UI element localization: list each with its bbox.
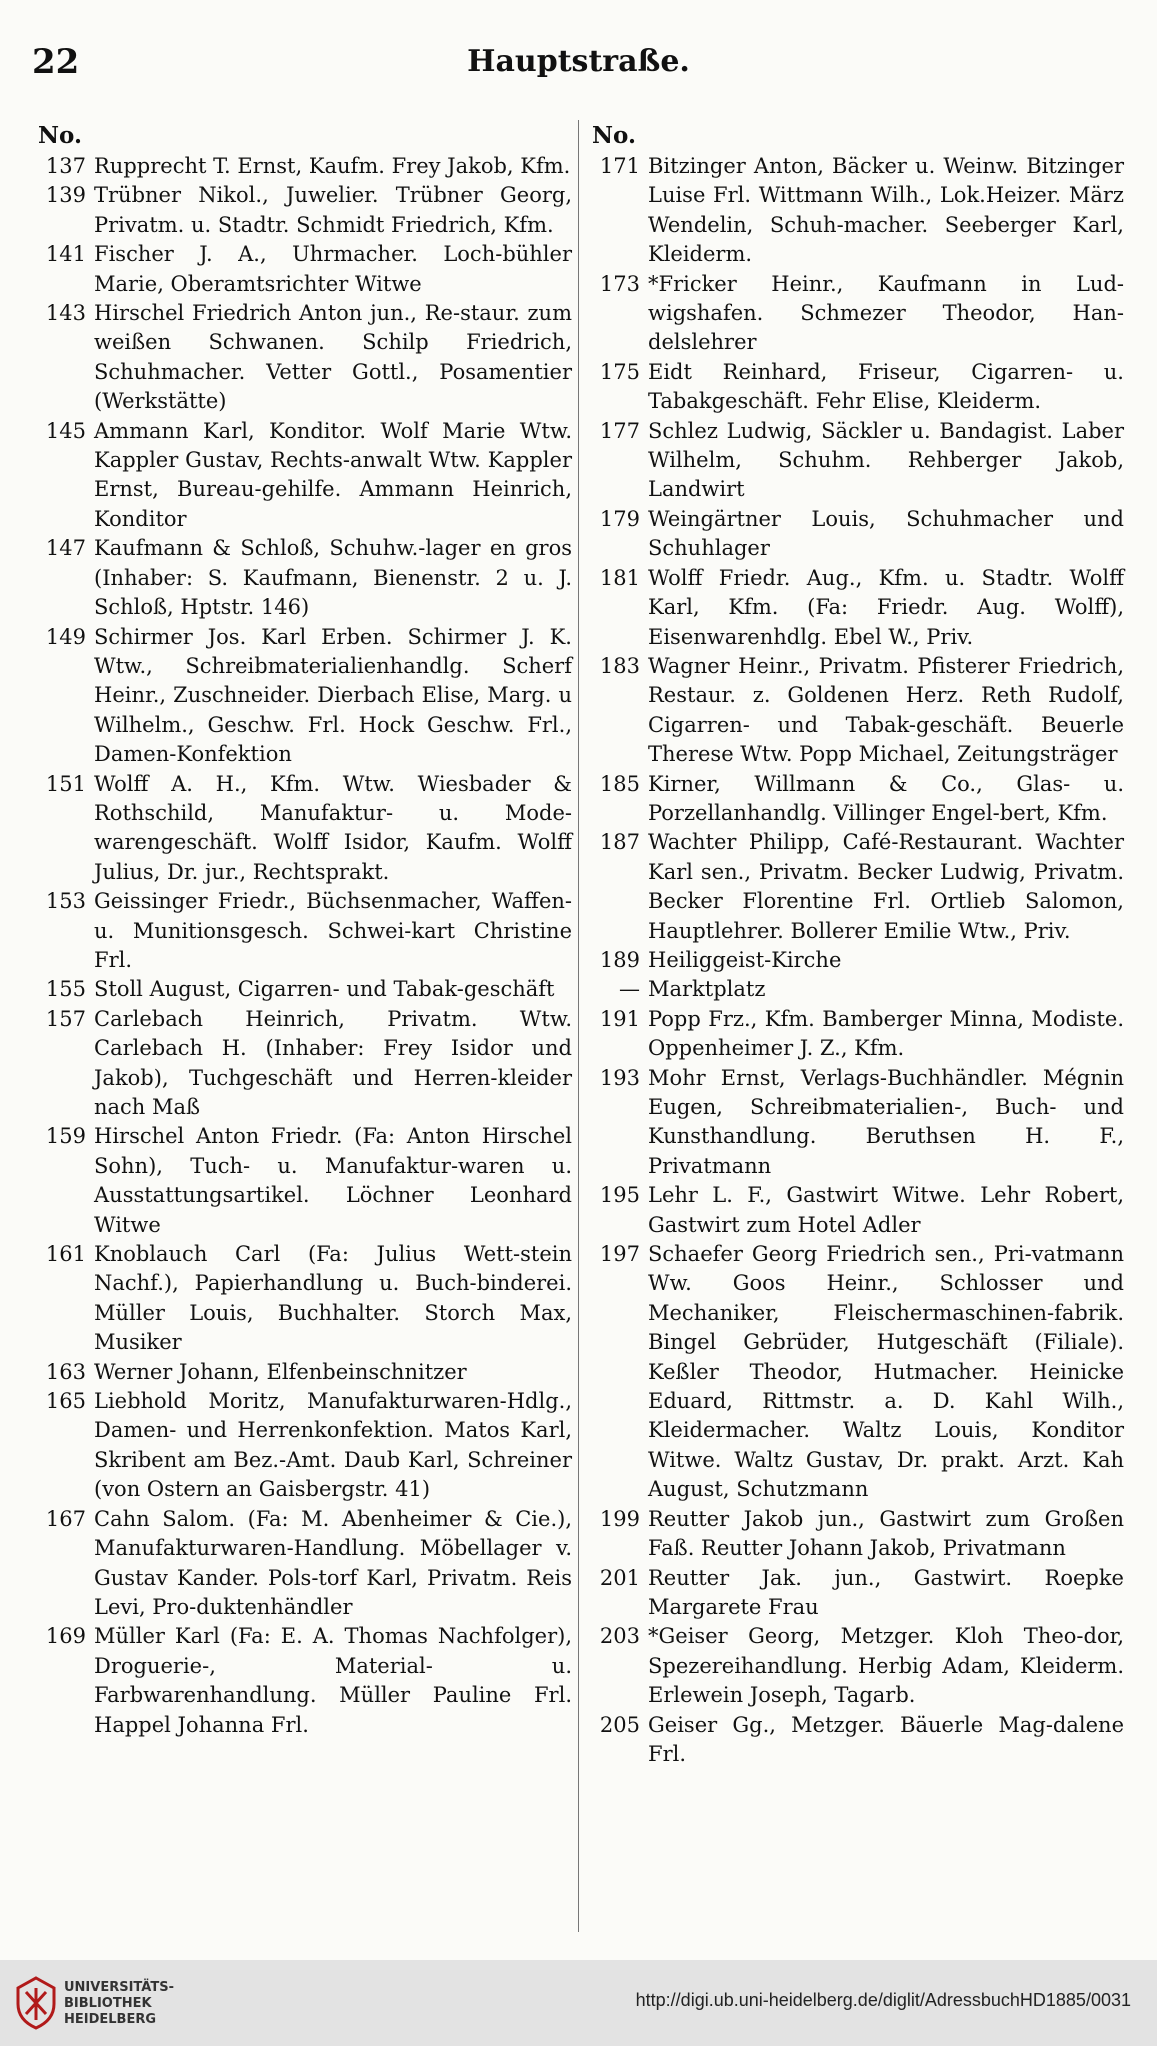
page-header — [0, 38, 1157, 98]
house-number: 143 — [45, 301, 86, 326]
resident-text: Werner Johann, Elfenbeinschnitzer — [94, 1359, 467, 1384]
directory-entry — [586, 1711, 1124, 1770]
house-number: 157 — [45, 1006, 86, 1031]
resident-text: Ammann Karl, Konditor. Wolf Marie Wtw. Kappler Gustav, Rechts-anwalt Wtw. Kappler Ernst, Bureau-gehilfe. Ammann Heinrich, Konditor — [94, 418, 572, 531]
directory-entry — [32, 240, 572, 299]
directory-entry — [586, 152, 1124, 270]
directory-entry — [32, 623, 572, 770]
house-number: 147 — [45, 536, 86, 561]
house-number: 203 — [599, 1624, 640, 1649]
directory-entry — [32, 417, 572, 535]
house-number: 173 — [599, 271, 640, 296]
directory-entry — [32, 152, 572, 181]
resident-text: Marktplatz — [648, 977, 766, 1002]
house-number: 193 — [599, 1065, 640, 1090]
university-library-logo-icon — [14, 1974, 58, 2030]
directory-entry — [586, 270, 1124, 358]
house-number: 189 — [599, 947, 640, 972]
house-number: 185 — [599, 771, 640, 796]
directory-entry — [586, 1064, 1124, 1182]
right-column-heading: No. — [592, 122, 636, 149]
house-number: 177 — [599, 418, 640, 443]
resident-text: Reutter Jakob jun., Gastwirt zum Großen Faß. Reutter Johann Jakob, Privatmann — [648, 1506, 1124, 1561]
directory-entry — [32, 181, 572, 240]
directory-entry — [586, 1505, 1124, 1564]
house-number: 167 — [45, 1506, 86, 1531]
house-number: 171 — [599, 154, 640, 178]
resident-text: Geissinger Friedr., Büchsenmacher, Waffen- u. Munitionsgesch. Schwei-kart Christine Frl. — [94, 889, 572, 972]
directory-entry — [32, 887, 572, 975]
house-number: 181 — [599, 565, 640, 590]
resident-text: Cahn Salom. (Fa: M. Abenheimer & Cie.), Manufakturwaren-Handlung. Möbellager v. Gustav Kander. Pols-torf Karl, Privatm. Reis Levi, Pro-duktenhändler — [94, 1506, 572, 1619]
directory-entry — [586, 975, 1124, 1004]
resident-text: Liebhold Moritz, Manufakturwaren-Hdlg., Damen- und Herrenkonfektion. Matos Karl, Skribent am Bez.-Amt. Daub Karl, Schreiner (von Ostern an Gaisbergstr. 41) — [94, 1389, 572, 1502]
house-number: 159 — [45, 1124, 86, 1149]
resident-text: Wolff Friedr. Aug., Kfm. u. Stadtr. Wolff Karl, Kfm. (Fa: Friedr. Aug. Wolff), Eisenwarenhdlg. Ebel W., Priv. — [648, 565, 1124, 649]
page-number: 22 — [32, 42, 80, 82]
directory-entry — [586, 1005, 1124, 1064]
directory-entry — [32, 1358, 572, 1387]
directory-entry — [586, 564, 1124, 652]
left-column — [32, 122, 572, 1740]
house-number: 175 — [599, 359, 640, 384]
library-name-line: BIBLIOTHEK — [64, 1996, 152, 2011]
resident-text: Trübner Nikol., Juwelier. Trübner Georg, Privatm. u. Stadtr. Schmidt Friedrich, Kfm. — [94, 183, 572, 237]
directory-entry — [586, 652, 1124, 770]
house-number: 191 — [599, 1006, 640, 1031]
directory-entry — [586, 1240, 1124, 1505]
house-number: 197 — [599, 1242, 640, 1267]
resident-text: Reutter Jak. jun., Gastwirt. Roepke Margarete Frau — [648, 1565, 1124, 1619]
house-number: 151 — [45, 771, 86, 796]
resident-text: Hirschel Friedrich Anton jun., Re-staur. zum weißen Schwanen. Schilp Friedrich, Schuhmacher. Vetter Gottl., Posamentier (Werkstätte) — [94, 301, 572, 414]
resident-text: Lehr L. F., Gastwirt Witwe. Lehr Robert, Gastwirt zum Hotel Adler — [648, 1183, 1124, 1237]
house-number: 141 — [45, 242, 86, 267]
directory-entry — [32, 1505, 572, 1623]
resident-text: *Fricker Heinr., Kaufmann in Lud-wigshafen. Schmezer Theodor, Han-delslehrer — [648, 271, 1124, 355]
directory-entry — [586, 1564, 1124, 1623]
resident-text: Wachter Philipp, Café-Restaurant. Wachter Karl sen., Privatm. Becker Ludwig, Privatm. Becker Florentine Frl. Ortlieb Salomon, Hauptlehrer. Bollerer Emilie Wtw., Priv. — [648, 830, 1124, 943]
resident-text: Kaufmann & Schloß, Schuhw.-lager en gros (Inhaber: S. Kaufmann, Bienenstr. 2 u. J. Schloß, Hptstr. 146) — [94, 536, 572, 620]
directory-entry — [586, 770, 1124, 829]
house-number: 137 — [45, 154, 86, 178]
library-name-line: HEIDELBERG — [64, 2012, 157, 2027]
page-title: Hauptstraße. — [467, 44, 690, 79]
directory-entry — [32, 1240, 572, 1358]
house-number: 161 — [45, 1242, 86, 1267]
resident-text: Wolff A. H., Kfm. Wtw. Wiesbader & Rothschild, Manufaktur- u. Mode-warengeschäft. Wolff Isidor, Kaufm. Wolff Julius, Dr. jur., Rechtsprakt. — [94, 771, 572, 884]
house-number: 149 — [45, 624, 86, 649]
resident-text: Stoll August, Cigarren- und Tabak-geschäft — [94, 977, 555, 1002]
resident-text: Knoblauch Carl (Fa: Julius Wett-stein Nachf.), Papierhandlung u. Buch-binderei. Müller Louis, Buchhalter. Storch Max, Musiker — [94, 1242, 572, 1355]
resident-text: Schirmer Jos. Karl Erben. Schirmer J. K. Wtw., Schreibmaterialienhandlg. Scherf Heinr., Zuschneider. Dierbach Elise, Marg. u Wilhelm., Geschw. Frl. Hock Geschw. Frl., Damen-Konfektion — [94, 624, 572, 767]
resident-text: Carlebach Heinrich, Privatm. Wtw. Carlebach H. (Inhaber: Frey Isidor und Jakob), Tuchgeschäft und Herren-kleider nach Maß — [94, 1006, 572, 1119]
resident-text: Hirschel Anton Friedr. (Fa: Anton Hirschel Sohn), Tuch- u. Manufaktur-waren u. Ausstattungsartikel. Löchner Leonhard Witwe — [94, 1124, 572, 1237]
house-number: 183 — [599, 653, 640, 678]
house-number: 169 — [45, 1624, 86, 1649]
resident-text: Eidt Reinhard, Friseur, Cigarren- u. Tabakgeschäft. Fehr Elise, Kleiderm. — [648, 359, 1124, 414]
house-number: 187 — [599, 830, 640, 855]
directory-entry — [32, 534, 572, 622]
house-number: 153 — [45, 889, 86, 914]
resident-text: Fischer J. A., Uhrmacher. Loch-bühler Marie, Oberamtsrichter Witwe — [94, 242, 572, 296]
directory-entry — [32, 1122, 572, 1240]
column-divider — [578, 120, 579, 1932]
right-column — [586, 122, 1124, 1769]
resident-text: Schlez Ludwig, Säckler u. Bandagist. Laber Wilhelm, Schuhm. Rehberger Jakob, Landwirt — [648, 418, 1124, 502]
directory-entry — [586, 1181, 1124, 1240]
left-column-heading: No. — [38, 122, 82, 149]
house-number: 139 — [45, 183, 86, 208]
house-number: 205 — [599, 1712, 640, 1737]
directory-entry — [586, 505, 1124, 564]
resident-text: Rupprecht T. Ernst, Kaufm. Frey Jakob, Kfm. — [94, 154, 571, 178]
resident-text: Popp Frz., Kfm. Bamberger Minna, Modiste. Oppenheimer J. Z., Kfm. — [648, 1006, 1124, 1061]
house-number: 155 — [45, 977, 86, 1002]
resident-text: Heiliggeist-Kirche — [648, 947, 842, 972]
house-number: 145 — [45, 418, 86, 443]
resident-text: Kirner, Willmann & Co., Glas- u. Porzellanhandlg. Villinger Engel-bert, Kfm. — [648, 771, 1124, 825]
directory-entry — [32, 1387, 572, 1505]
house-number: 163 — [45, 1359, 86, 1384]
resident-text: *Geiser Georg, Metzger. Kloh Theo-dor, Spezereihandlung. Herbig Adam, Kleiderm. Erlewein Joseph, Tagarb. — [648, 1624, 1124, 1708]
permalink-url[interactable]: http://digi.ub.uni-heidelberg.de/diglit/AdressbuchHD1885/0031 — [635, 1990, 1131, 2010]
resident-text: Schaefer Georg Friedrich sen., Pri-vatmann Ww. Goos Heinr., Schlosser und Mechaniker, Fleischermaschinen-fabrik. Bingel Gebrüder, Hutgeschäft (Filiale). Keßler Theodor, Hutmacher. Heinicke Eduard, Rittmstr. a. D. Kahl Wilh., Kleidermacher. Waltz Louis, Konditor Witwe. Waltz Gustav, Dr. prakt. Arzt. Kah August, Schutzmann — [648, 1242, 1124, 1502]
directory-entry — [586, 417, 1124, 505]
house-number: 195 — [599, 1183, 640, 1208]
house-number: 199 — [599, 1506, 640, 1531]
directory-entry — [586, 946, 1124, 975]
viewer-footer — [0, 1960, 1157, 2046]
directory-entry — [32, 1005, 572, 1123]
resident-text: Bitzinger Anton, Bäcker u. Weinw. Bitzinger Luise Frl. Wittmann Wilh., Lok.Heizer. März Wendelin, Schuh-macher. Seeberger Karl, Kleiderm. — [648, 154, 1124, 267]
directory-entry — [32, 1622, 572, 1740]
directory-entry — [586, 828, 1124, 946]
library-name-line: UNIVERSITÄTS- — [64, 1980, 174, 1995]
directory-entry — [586, 1622, 1124, 1710]
resident-text: Geiser Gg., Metzger. Bäuerle Mag-dalene Frl. — [648, 1712, 1124, 1766]
directory-entry — [32, 299, 572, 417]
resident-text: Wagner Heinr., Privatm. Pfisterer Friedrich, Restaur. z. Goldenen Herz. Reth Rudolf, Cigarren- und Tabak-geschäft. Beuerle Therese Wtw. Popp Michael, Zeitungsträger — [648, 653, 1124, 767]
resident-text: Müller Karl (Fa: E. A. Thomas Nachfolger), Droguerie-, Material- u. Farbwarenhandlung. Müller Pauline Frl. Happel Johanna Frl. — [94, 1624, 572, 1737]
resident-text: Mohr Ernst, Verlags-Buchhändler. Mégnin Eugen, Schreibmaterialien-, Buch- und Kunsthandlung. Beruthsen H. F., Privatmann — [648, 1065, 1124, 1178]
directory-entry — [586, 358, 1124, 417]
directory-entry — [32, 975, 572, 1004]
house-number: 179 — [599, 506, 640, 531]
house-number: — — [619, 977, 640, 1002]
directory-entry — [32, 770, 572, 888]
library-name — [64, 1980, 174, 2028]
resident-text: Weingärtner Louis, Schuhmacher und Schuhlager — [648, 506, 1124, 561]
house-number: 165 — [45, 1389, 86, 1414]
house-number: 201 — [599, 1565, 640, 1590]
